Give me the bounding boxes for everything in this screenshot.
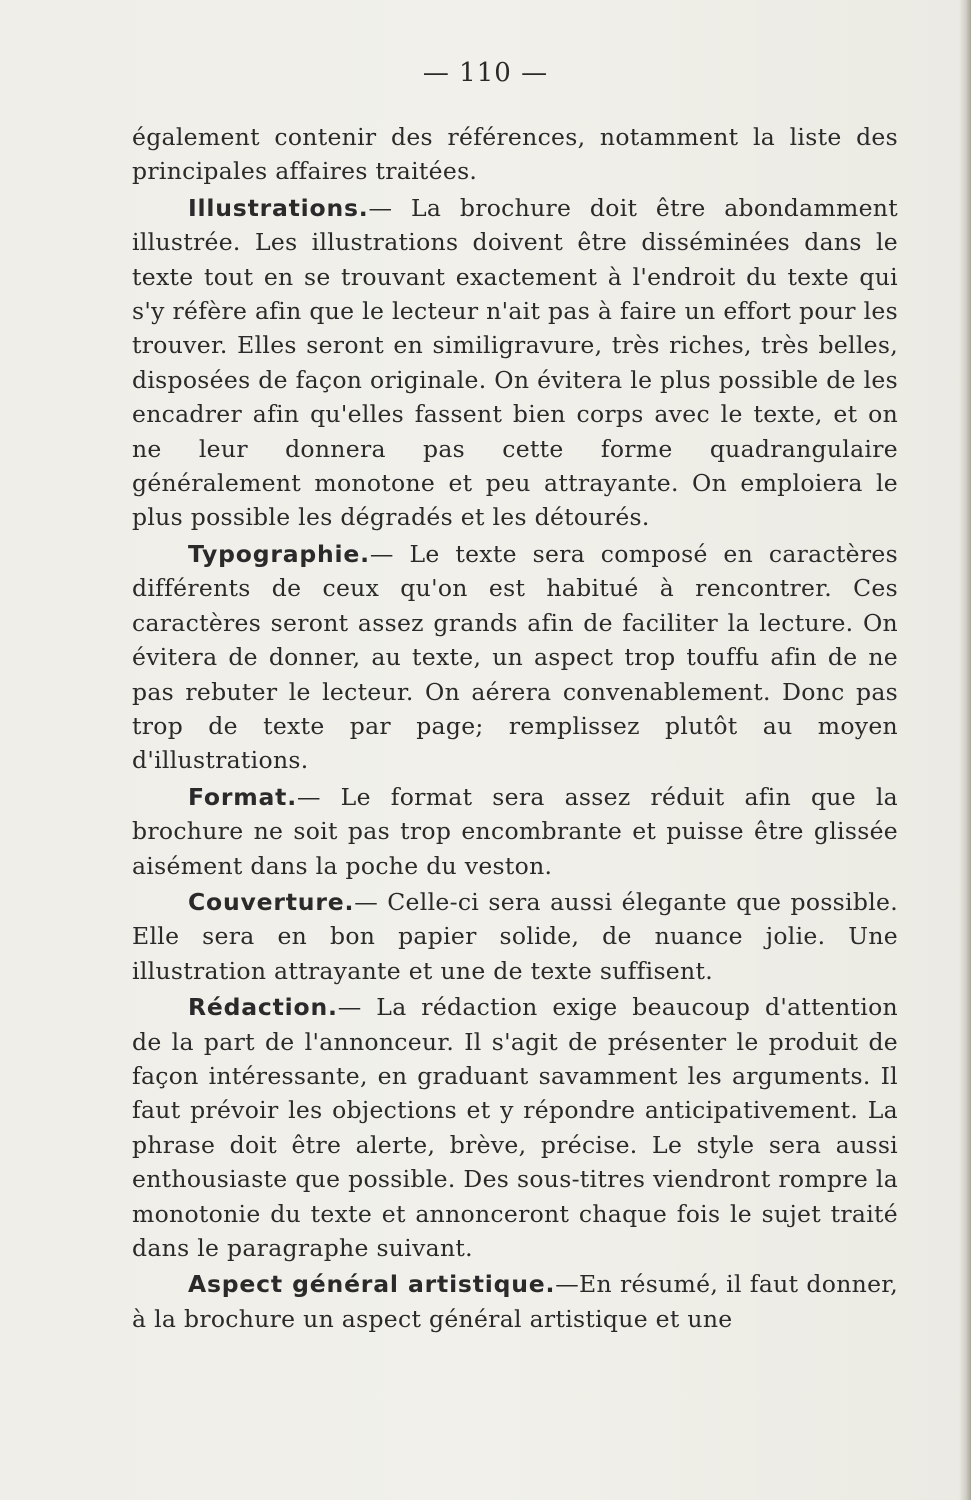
- paragraph-format: [132, 780, 898, 883]
- body-text: [132, 120, 898, 1338]
- section-heading-illustrations: Illustrations.: [188, 193, 369, 222]
- section-heading-aspect-general: Aspect général artistique.: [188, 1270, 556, 1299]
- section-heading-redaction: Rédaction.: [188, 993, 338, 1022]
- paragraph-text: — La brochure doit être abondamment illustrée. Les illustrations doivent être disséminées dans le texte tout en se trouvant exactement à l'endroit du texte qui s'y réfère afin que le lecteur n'ait pas à faire un effort pour les trouver. Elles seront en similigravure, très riches, très belles, disposées de façon originale. On évitera le plus possible de les encadrer afin qu'elles fassent bien corps avec le texte, et on ne leur donnera pas cette forme quadrangulaire généralement monotone et peu attrayante. On emploiera le plus possible les dégradés et les détourés.: [132, 193, 898, 532]
- paragraph-redaction: [132, 990, 898, 1265]
- section-heading-typographie: Typographie.: [188, 539, 370, 568]
- paragraph-text: — Le texte sera composé en caractères différents de ceux qu'on est habitué à rencontrer. Ces caractères seront assez grands afin de faciliter la lecture. On évitera de donner, au texte, un aspect trop touffu afin de ne pas rebuter le lecteur. On aérera convenablement. Donc pas trop de texte par page; remplissez plutôt au moyen d'illustrations.: [132, 539, 898, 775]
- paragraph-illustrations: [132, 191, 898, 535]
- paragraph-aspect-general: [132, 1267, 898, 1336]
- page-number: — 110 —: [422, 58, 549, 88]
- paragraph-text: également contenir des références, notamment la liste des principales affaires traitées.: [132, 123, 898, 186]
- paragraph-text: — Le format sera assez réduit afin que la brochure ne soit pas trop encombrante et puisse être glissée aisément dans la poche du veston.: [132, 782, 898, 880]
- paragraph-text: — Celle-ci sera aussi élegante que possible. Elle sera en bon papier solide, de nuance jolie. Une illustration attrayante et une de texte suffisent.: [132, 887, 898, 985]
- section-heading-format: Format.: [188, 782, 297, 811]
- section-heading-couverture: Couverture.: [188, 887, 355, 916]
- paragraph-text: —En résumé, il faut donner, à la brochure un aspect général artistique et une: [132, 1270, 899, 1333]
- paragraph-continuation: [132, 120, 898, 189]
- page-edge-shadow: [959, 0, 971, 1500]
- paragraph-typographie: [132, 537, 898, 778]
- paragraph-couverture: [132, 885, 898, 988]
- paragraph-text: — La rédaction exige beaucoup d'attention de la part de l'annonceur. Il s'agit de présenter le produit de façon intéressante, en graduant savamment les arguments. Il faut prévoir les objections et y répondre anticipativement. La phrase doit être alerte, brève, précise. Le style sera aussi enthousiaste que possible. Des sous-titres viendront rompre la monotonie du texte et annonceront chaque fois le sujet traité dans le paragraphe suivant.: [132, 993, 898, 1262]
